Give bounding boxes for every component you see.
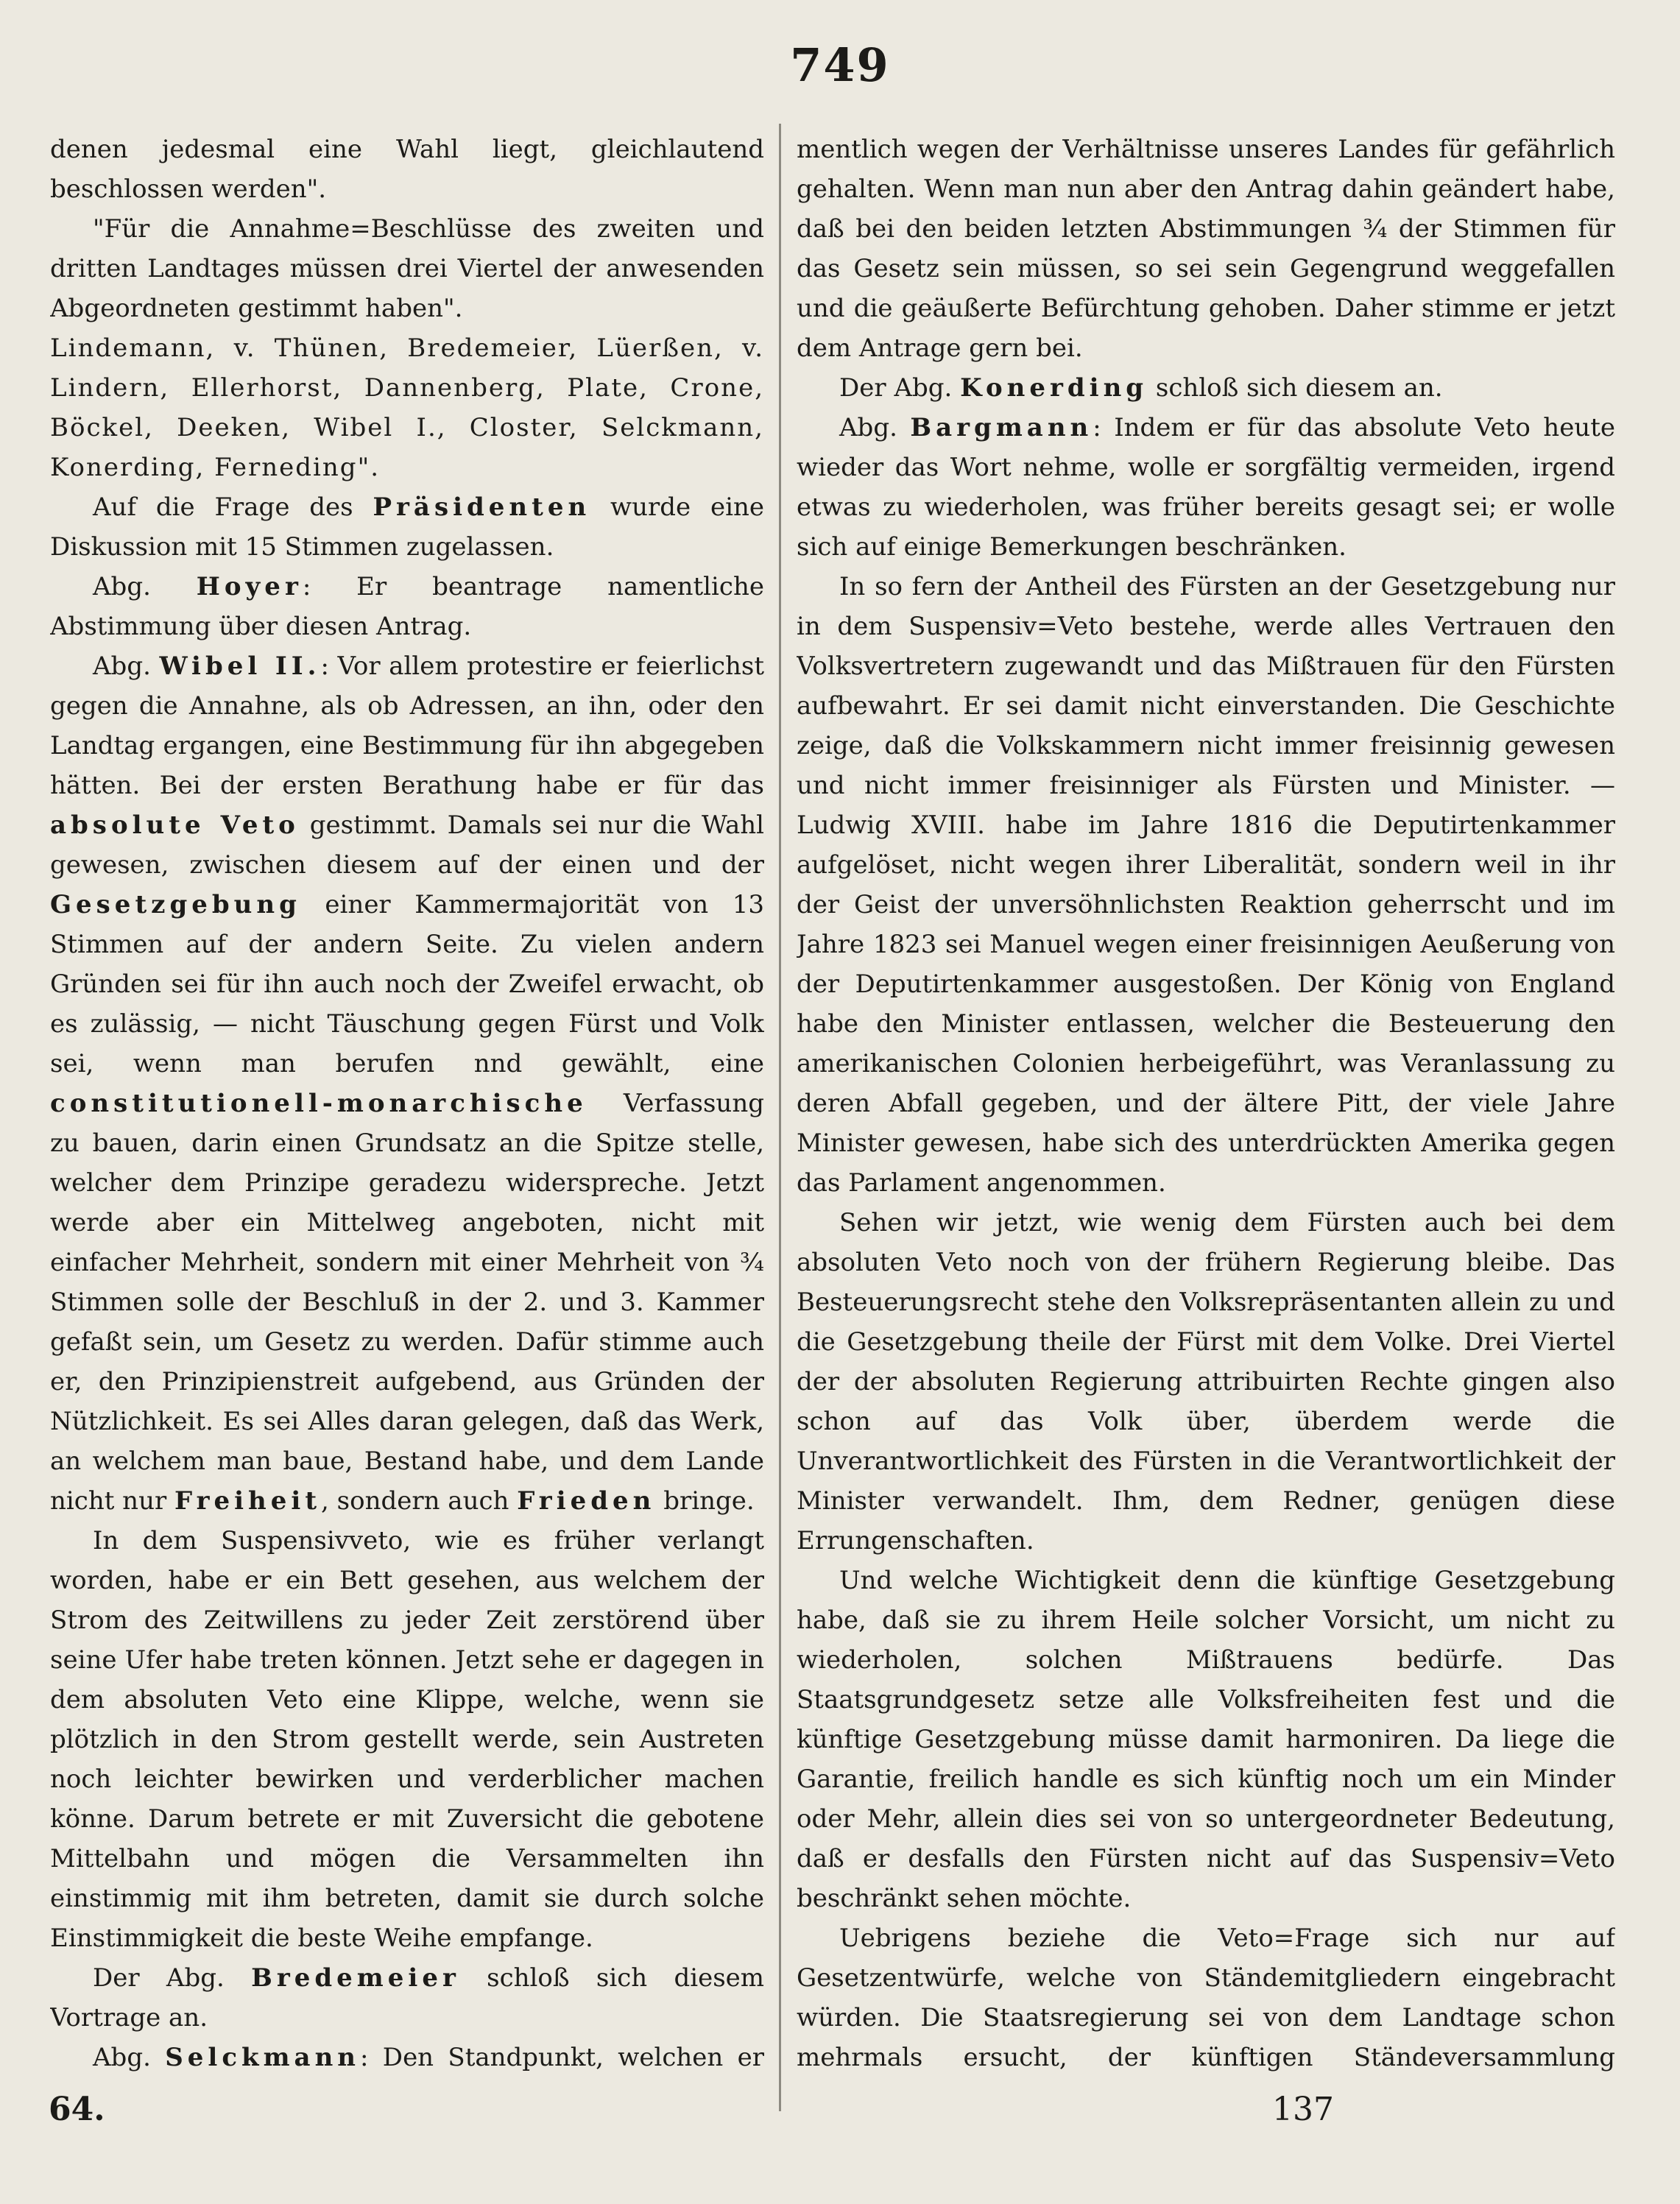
speaker-name: Wibel II. (159, 651, 321, 681)
paragraph: Auf die Frage des Präsidenten wurde eine Diskussion mit 15 Stimmen zugelassen. (50, 492, 764, 562)
paragraph: Der Abg. Bredemeier schloß sich diesem Vortrage an. (50, 1963, 764, 2032)
paragraph: Der Abg. Konerding schloß sich diesem an. (839, 373, 1443, 403)
column-divider (779, 124, 781, 2111)
paragraph: Abg. Bargmann: Indem er für das absolute Veto heute wieder das Wort nehme, wolle er sorgfältig vermeiden, irgend etwas zu wiederholen, was früher bereits gesagt sei; er wolle sich auf einige Bemerkungen beschränken. (797, 413, 1615, 562)
paragraph: Abg. Wibel II.: Vor allem protestire er feierlichst gegen die Annahne, als ob Adressen, an ihn, oder den Landtag ergangen, eine Bestimmung für ihn abgegeben hätten. Bei der ersten Berathung habe er für das absolute Veto gestimmt. Damals sei nur die Wahl gewesen, zwischen diesem auf der einen und der Gesetzgebung einer Kammermajorität von 13 Stimmen auf der andern Seite. Zu vielen andern Gründen sei für ihn auch noch der Zweifel erwacht, ob es zulässig, — nicht Täuschung gegen Fürst und Volk sei, wenn man berufen nnd gewählt, eine constitutionell-monarchische Verfassung zu bauen, darin einen Grundsatz an die Spitze stelle, welcher dem Prinzipe geradezu widerspreche. Jetzt werde aber ein Mittelweg angeboten, nicht mit einfacher Mehrheit, sondern mit einer Mehrheit von ¾ Stimmen solle der Beschluß in der 2. und 3. Kammer gefaßt sein, um Gesetz zu werden. Dafür stimme auch er, den Prinzipienstreit aufgebend, aus Gründen der Nützlichkeit. Es sei Alles daran gelegen, daß das Werk, an welchem man baue, Bestand habe, und dem Lande nicht nur Freiheit, sondern auch Frieden bringe. (50, 651, 764, 1516)
paragraph: In so fern der Antheil des Fürsten an der Gesetzgebung nur in dem Suspensiv=Veto bestehe, werde alles Vertrauen den Volksvertretern zugewandt und das Mißtrauen für den Fürsten aufbewahrt. Er sei damit nicht einverstanden. Die Geschichte zeige, daß die Volkskammern nicht immer freisinnig gewesen und nicht immer freisinniger als Fürsten und Minister. — Ludwig XVIII. habe im Jahre 1816 die Deputirtenkammer aufgelöset, nicht wegen ihrer Liberalität, sondern weil in ihr der Geist der unversöhnlichsten Reaktion geherrscht und im Jahre 1823 sei Manuel wegen einer freisinnigen Aeußerung von der Deputirtenkammer ausgestoßen. Der König von England habe den Minister entlassen, welcher die Besteuerung den amerikanischen Colonien herbeigeführt, was Veranlassung zu deren Abfall gegeben, und der ältere Pitt, der viele Jahre Minister gewesen, habe sich des unterdrückten Amerika gegen das Parlament angenommen. (797, 572, 1615, 1198)
paragraph: Abg. Hoyer: Er beantrage namentliche Abstimmung über diesen Antrag. (50, 572, 764, 641)
paragraph: Abg. Selckmann: Den Standpunkt, welchen er (93, 2043, 764, 2072)
paragraph: Sehen wir jetzt, wie wenig dem Fürsten auch bei dem absoluten Veto noch von der frühern Regierung bleibe. Das Besteuerungsrecht stehe den Volksrepräsentanten allein zu und die Gesetzgebung theile der Fürst mit dem Volke. Drei Viertel der der absoluten Regierung attribuirten Rechte gingen also schon auf das Volk über, überdem werde die Unverantwortlichkeit des Fürsten in die Verantwortlichkeit der Minister verwandelt. Ihm, dem Redner, genügen diese Errungenschaften. (797, 1208, 1615, 1555)
speaker-name: Hoyer (196, 572, 303, 601)
paragraph: mentlich wegen der Verhältnisse unseres Landes für gefährlich gehalten. Wenn man nun aber den Antrag dahin geändert habe, daß bei den beiden letzten Abstimmungen ¾ der Stimmen für das Gesetz sein müssen, so sei sein Gegengrund weggefallen und die geäußerte Befürchtung gehoben. Daher stimme er jetzt dem Antrage gern bei. (797, 135, 1615, 363)
paragraph: Und welche Wichtigkeit denn die künftige Gesetzgebung habe, daß sie zu ihrem Heile solcher Vorsicht, um nicht zu wiederholen, solchen Mißtrauens bedürfe. Das Staatsgrundgesetz setze alle Volksfreiheiten fest und die künftige Gesetzgebung müsse damit harmoniren. Da liege die Garantie, freilich handle es sich künftig noch um ein Minder oder Mehr, allein dies sei von so untergeordneter Bedeutung, daß er desfalls den Fürsten nicht auf das Suspensiv=Veto beschränkt sehen möchte. (797, 1566, 1615, 1913)
paragraph: denen jedesmal eine Wahl liegt, gleichlautend beschlossen werden". (50, 135, 764, 204)
paragraph: Uebrigens beziehe die Veto=Frage sich nur auf Gesetzentwürfe, welche von Ständemitgliedern eingebracht würden. Die Staatsregierung sei von dem Landtage schon mehrmals ersucht, der künftigen Ständeversammlung (797, 1924, 1615, 2072)
left-column (50, 130, 764, 2073)
paragraph: "Für die Annahme=Beschlüsse des zweiten und dritten Landtages müssen drei Viertel der anwesenden Abgeordneten gestimmt haben". (50, 214, 764, 323)
signature-mark-left: 64. (49, 2091, 105, 2128)
speaker-name: Selckmann (165, 2043, 361, 2072)
speaker-name: Bargmann (910, 413, 1093, 442)
signatory-list: Lindemann, v. Thünen, Bredemeier, Lüerßen, v. Lindern, Ellerhorst, Dannenberg, Plate, Crone, Böckel, Deeken, Wibel I., Closter, Selckmann, Konerding, Ferneding". (50, 333, 764, 482)
paragraph: In dem Suspensivveto, wie es früher verlangt worden, habe er ein Bett gesehen, aus welchem der Strom des Zeitwillens zu jeder Zeit zerstörend über seine Ufer habe treten können. Jetzt sehe er dagegen in dem absoluten Veto eine Klippe, welche, wenn sie plötzlich in den Strom gestellt werde, sein Austreten noch leichter bewirken und verderblicher machen könne. Darum betrete er mit Zuversicht die gebotene Mittelbahn und mögen die Versammelten ihn einstimmig mit ihm betreten, damit sie durch solche Einstimmigkeit die beste Weihe empfange. (50, 1526, 764, 1953)
signature-mark-right: 137 (1272, 2091, 1334, 2128)
speaker-name: Konerding (960, 373, 1148, 403)
page-number: 749 (790, 38, 890, 92)
speaker-name: Bredemeier (251, 1963, 460, 1993)
right-column (797, 130, 1615, 2073)
